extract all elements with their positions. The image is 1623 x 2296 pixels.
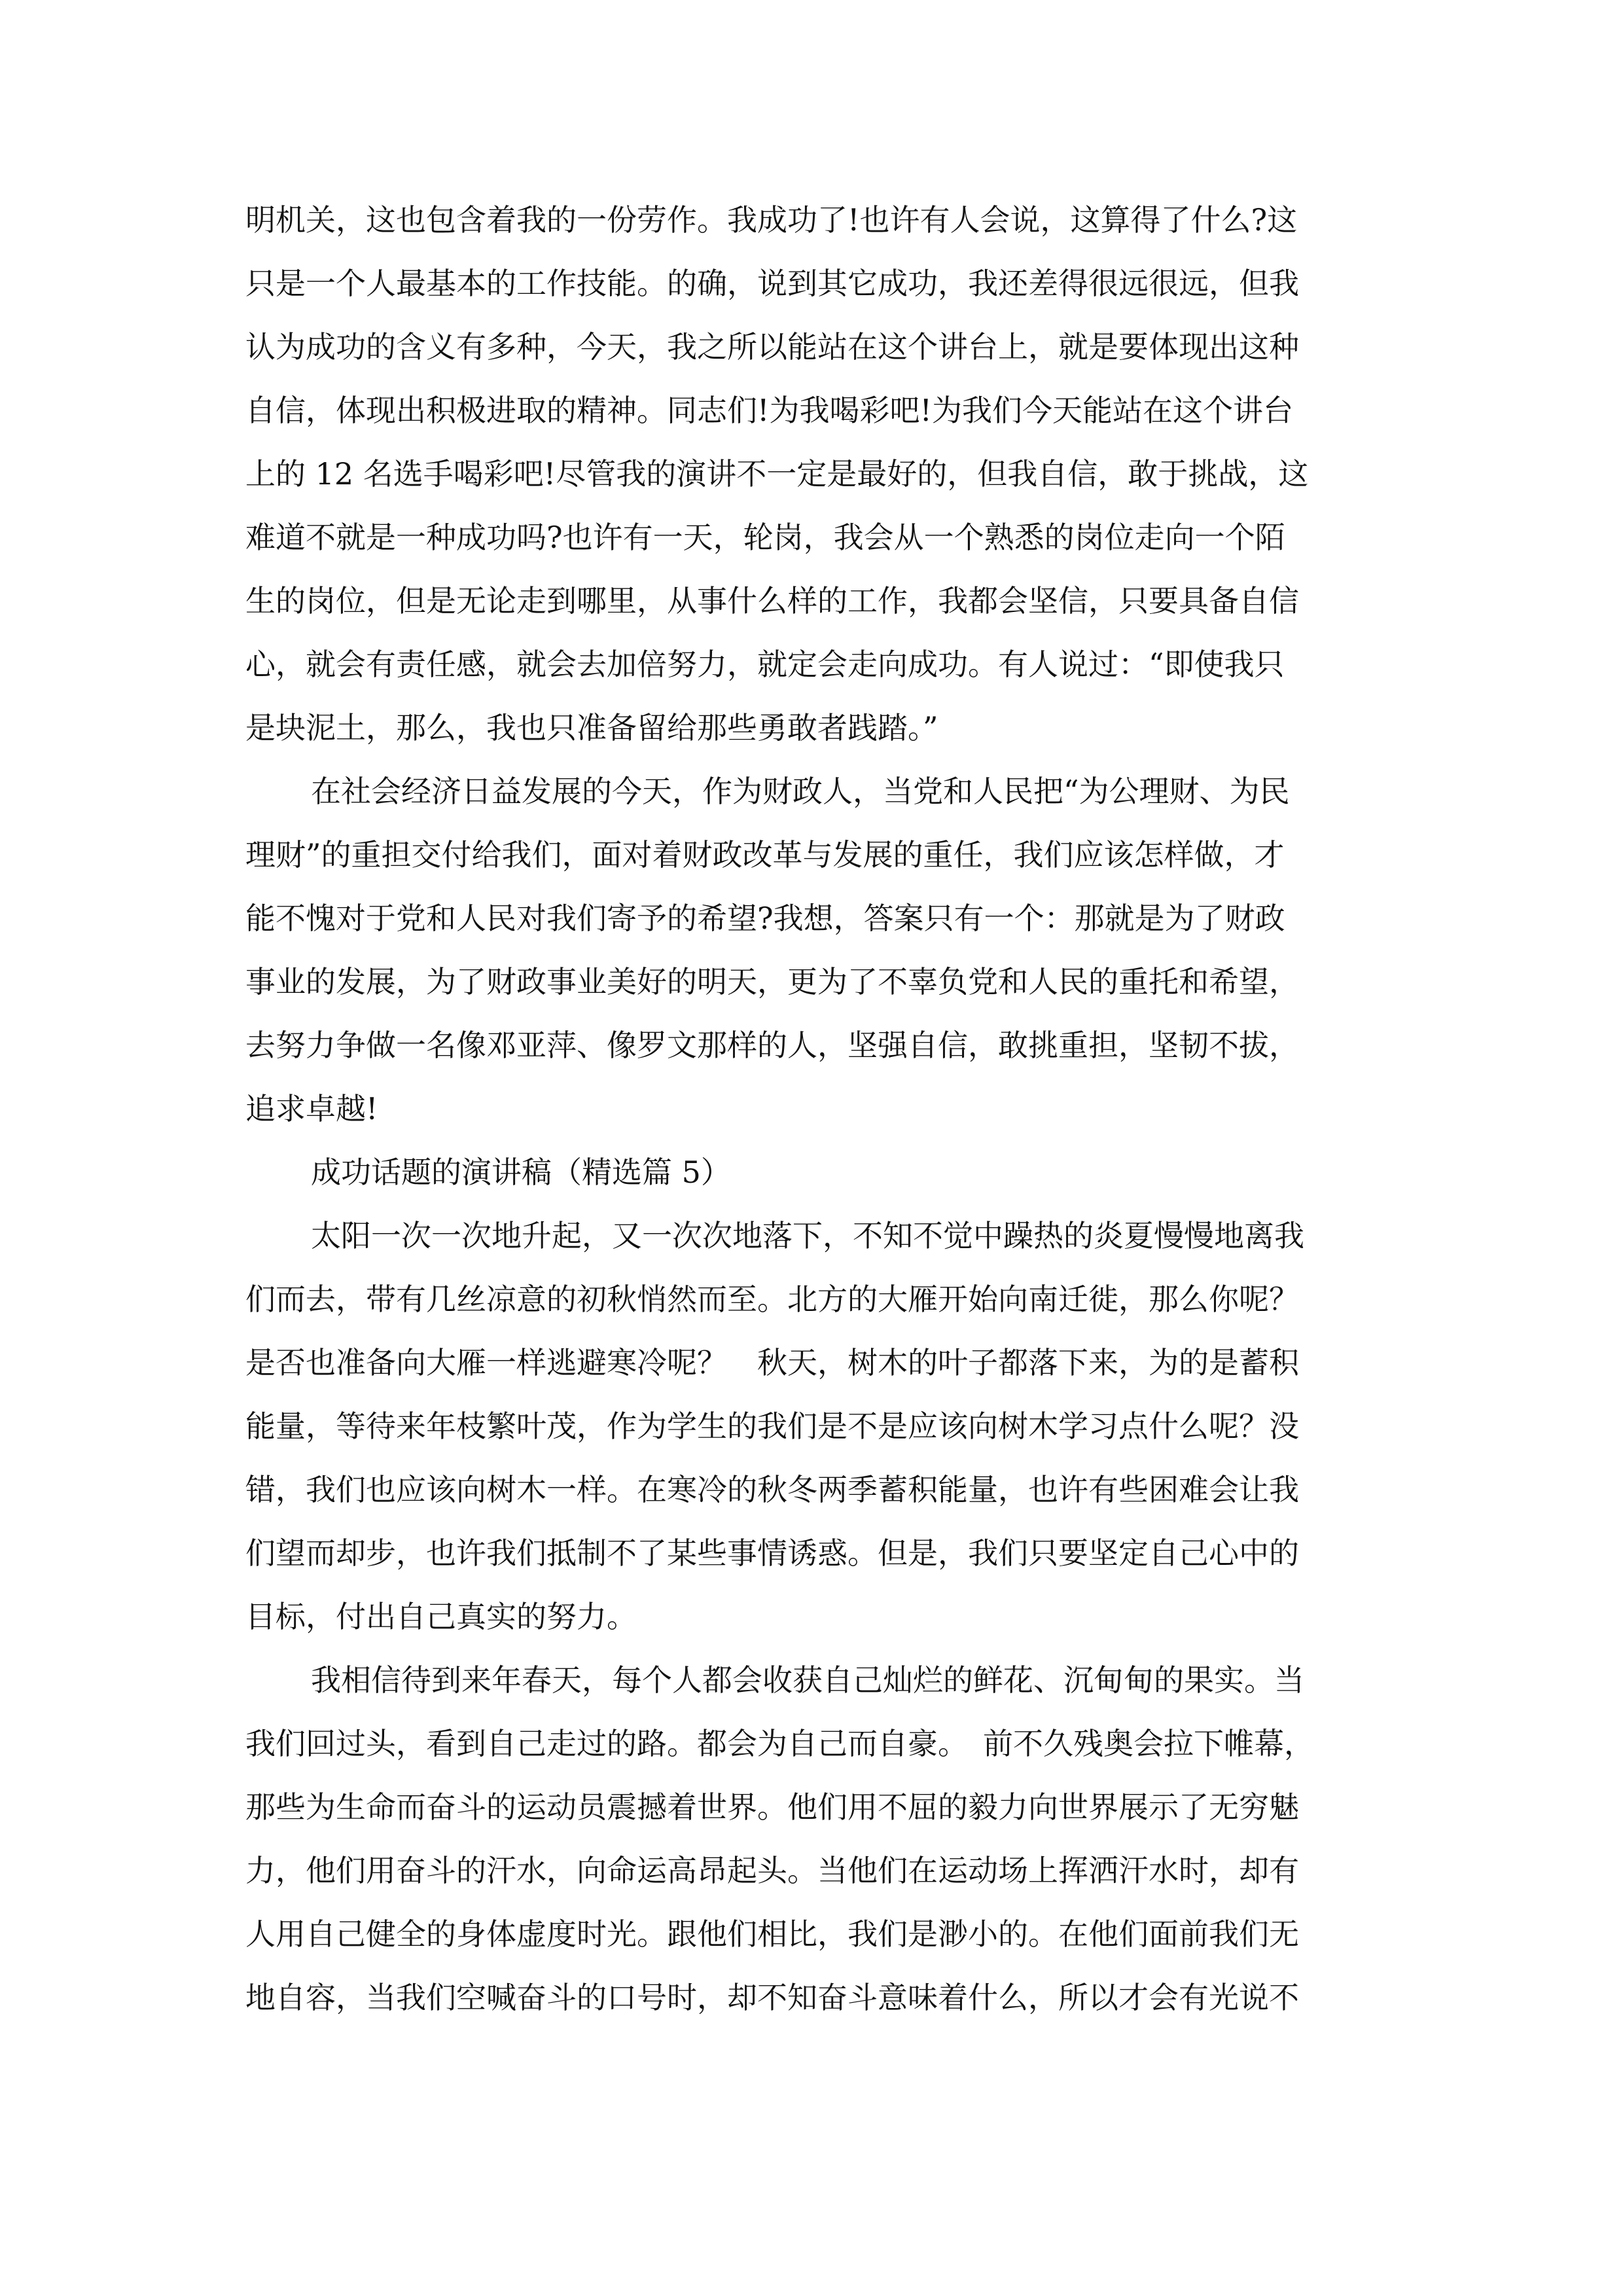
text-line: 能量，等待来年枝繁叶茂，作为学生的我们是不是应该向树木学习点什么呢？没: [245, 1408, 1299, 1444]
text-line: 目标，付出自己真实的努力。: [245, 1599, 637, 1634]
text-line: 力，他们用奋斗的汗水，向命运高昂起头。当他们在运动场上挥洒汗水时，却有: [245, 1853, 1299, 1888]
text-line: 只是一个人最基本的工作技能。的确，说到其它成功，我还差得很远很远，但我: [245, 266, 1299, 301]
text-line: 明机关，这也包含着我的一份劳作。我成功了!也许有人会说，这算得了什么?这: [245, 202, 1298, 238]
text-line: 理财”的重担交付给我们，面对着财政改革与发展的重任，我们应该怎样做，才: [245, 837, 1285, 872]
text-line: 我们回过头，看到自己走过的路。都会为自己而自豪。 前不久残奥会拉下帷幕，: [245, 1726, 1314, 1761]
text-line: 们望而却步，也许我们抵制不了某些事情诱惑。但是，我们只要坚定自己心中的: [245, 1535, 1299, 1571]
text-line: 难道不就是一种成功吗?也许有一天，轮岗，我会从一个熟悉的岗位走向一个陌: [245, 520, 1285, 555]
text-line: 错，我们也应该向树木一样。在寒冷的秋冬两季蓄积能量，也许有些困难会让我: [245, 1472, 1299, 1507]
text-line: 追求卓越!: [245, 1091, 378, 1126]
text-line: 们而去，带有几丝凉意的初秋悄然而至。北方的大雁开始向南迁徙，那么你呢？: [245, 1282, 1299, 1317]
text-line: 人用自己健全的身体虚度时光。跟他们相比，我们是渺小的。在他们面前我们无: [245, 1916, 1299, 1952]
paragraph-start-line: 在社会经济日益发展的今天，作为财政人，当党和人民把“为公理财、为民: [311, 774, 1290, 809]
paragraph-start-line: 我相信待到来年春天，每个人都会收获自己灿烂的鲜花、沉甸甸的果实。当: [311, 1662, 1304, 1698]
text-line: 自信，体现出积极进取的精神。同志们!为我喝彩吧!为我们今天能站在这个讲台: [245, 393, 1293, 428]
text-line: 去努力争做一名像邓亚萍、像罗文那样的人，坚强自信，敢挑重担，坚韧不拔，: [245, 1028, 1299, 1063]
text-line: 是否也准备向大雁一样逃避寒冷呢？ 秋天，树木的叶子都落下来，为的是蓄积: [245, 1345, 1299, 1380]
text-line: 认为成功的含义有多种，今天，我之所以能站在这个讲台上，就是要体现出这种: [245, 329, 1299, 365]
text-line: 心，就会有责任感，就会去加倍努力，就定会走向成功。有人说过：“即使我只: [245, 647, 1285, 682]
document-body: [245, 188, 1387, 2030]
text-line: 事业的发展，为了财政事业美好的明天，更为了不辜负党和人民的重托和希望，: [245, 964, 1299, 999]
paragraph-start-line: 太阳一次一次地升起，又一次次地落下，不知不觉中躁热的炎夏慢慢地离我: [311, 1218, 1304, 1253]
text-line: 地自容，当我们空喊奋斗的口号时，却不知奋斗意味着什么，所以才会有光说不: [245, 1980, 1299, 2015]
text-line: 那些为生命而奋斗的运动员震撼着世界。他们用不屈的毅力向世界展示了无穷魅: [245, 1789, 1299, 1825]
text-line: 是块泥土，那么，我也只准备留给那些勇敢者践踏。”: [245, 710, 938, 745]
section-heading: 成功话题的演讲稿（精选篇 5）: [311, 1155, 731, 1190]
text-line: 上的 12 名选手喝彩吧!尽管我的演讲不一定是最好的，但我自信，敢于挑战，这: [245, 456, 1309, 492]
text-line: 生的岗位，但是无论走到哪里，从事什么样的工作，我都会坚信，只要具备自信: [245, 583, 1299, 619]
text-line: 能不愧对于党和人民对我们寄予的希望?我想，答案只有一个：那就是为了财政: [245, 901, 1285, 936]
